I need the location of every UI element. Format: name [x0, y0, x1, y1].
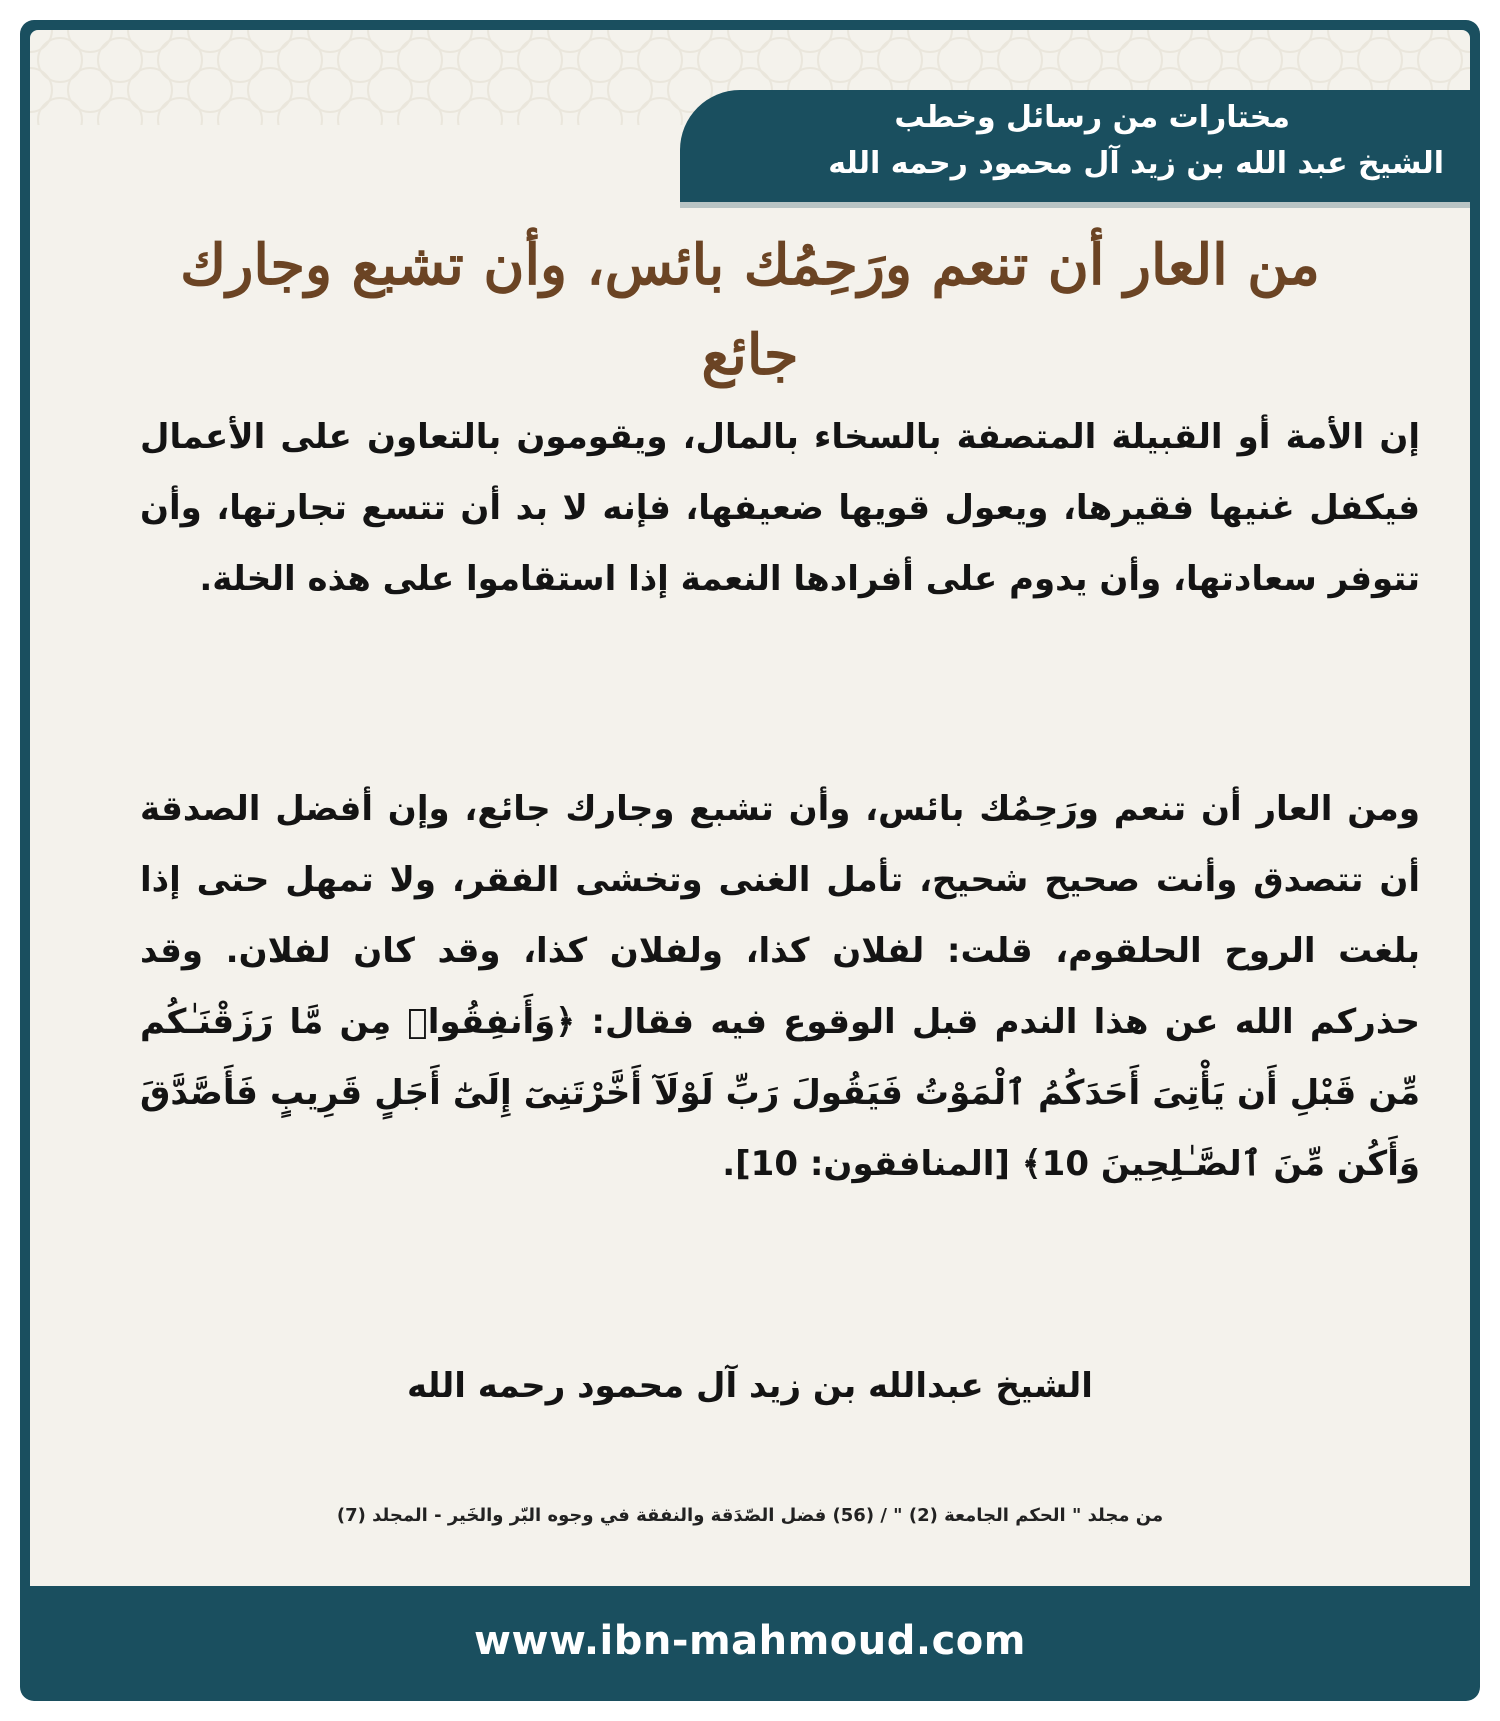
header-author-name: الشيخ عبد الله بن زيد آل محمود رحمه الله [828, 146, 1444, 181]
header-series-title: مختارات من رسائل وخطب [894, 100, 1290, 135]
website-url[interactable]: www.ibn-mahmoud.com [474, 1618, 1026, 1664]
page-frame [20, 20, 1480, 1701]
source-citation: من مجلد " الحكم الجامعة (2) " / (56) فضل الصّدَقة والنفقة في وجوه البّر والخَير - المجلد (7) [336, 1505, 1164, 1526]
header-banner [680, 90, 1470, 202]
author-signature: الشيخ عبدالله بن زيد آل محمود رحمه الله [407, 1366, 1093, 1406]
content-card [30, 30, 1470, 1586]
paragraph-1: إن الأمة أو القبيلة المتصفة بالسخاء بالمال، ويقومون بالتعاون على الأعمال فيكفل غنيها فقيرها، ويعول قويها ضعيفها، فإنه لا بد أن تتسع تجارتها، وأن تتوفر سعادتها، وأن يدوم على أفرادها النعمة إذا استقاموا على هذه الخلة. [140, 417, 1420, 599]
article-title: من العار أن تنعم ورَحِمُك بائس، وأن تشبع وجارك جائع [180, 232, 1320, 388]
paragraph-2: ومن العار أن تنعم ورَحِمُك بائس، وأن تشبع وجارك جائع، وإن أفضل الصدقة أن تتصدق وأنت صحيح شحيح، تأمل الغنى وتخشى الفقر، ولا تمهل حتى إذا بلغت الروح الحلقوم، قلت: لفلان كذا، ولفلان كذا، وقد كان لفلان. وقد حذركم الله عن هذا الندم قبل الوقوع فيه فقال: ﴿وَأَنفِقُوا۟ مِن مَّا رَزَقْنَـٰكُم مِّن قَبْلِ أَن يَأْتِىَ أَحَدَكُمُ ٱلْمَوْتُ فَيَقُولَ رَبِّ لَوْلَآ أَخَّرْتَنِىٓ إِلَىٰٓ أَجَلٍ قَرِيبٍ فَأَصَّدَّقَ وَأَكُن مِّنَ ٱلصَّـٰلِحِينَ 10﴾ [المنافقون: 10]. [140, 789, 1420, 1184]
